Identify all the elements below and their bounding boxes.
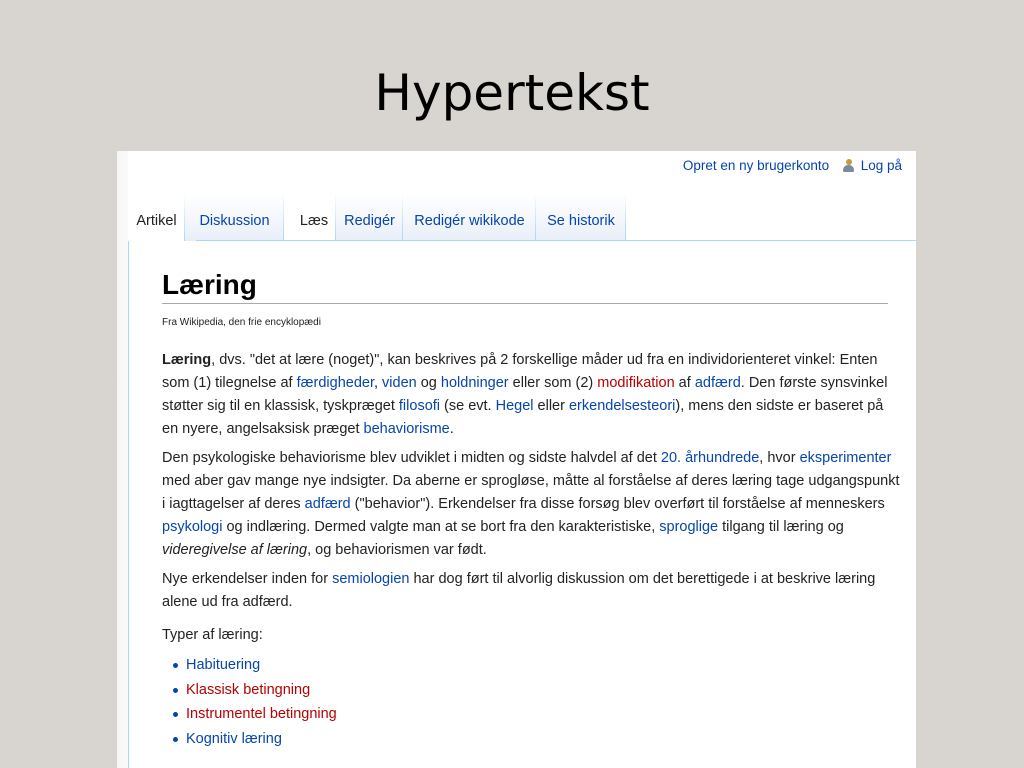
link-hegel[interactable]: Hegel — [495, 398, 534, 414]
link-modifikation[interactable]: modifikation — [597, 375, 675, 391]
site-tagline: Fra Wikipedia, den frie encyklopædi — [162, 317, 321, 328]
wikipedia-screenshot — [117, 151, 916, 768]
link-filosofi[interactable]: filosofi — [398, 398, 441, 414]
slide-title: Hypertekst — [374, 64, 650, 122]
tab-edit[interactable]: Redigér — [336, 193, 403, 241]
link-habituering[interactable]: Habituering — [186, 657, 261, 673]
login-link[interactable]: Log på — [860, 158, 902, 173]
list-item[interactable] — [172, 678, 337, 703]
paragraph-intro: Læring, dvs. "det at lære (noget)", kan beskrives på 2 forskellige måder ud fra en individorienteret vinkel: Enten som (1) tilegnelse af færdigheder, viden og holdninger eller som (2) modifikation af adfærd. Den første synsvinkel støtter sig til en klassisk, tyskpræget filosofi (se evt. Hegel eller erkendelsesteori), mens den sidste er baseret på en nyere, angelsaksisk præget behaviorisme. — [162, 352, 888, 437]
link-behaviorisme[interactable]: behaviorisme — [363, 421, 450, 437]
link-adfaerd[interactable]: adfærd — [694, 375, 741, 391]
list-item[interactable] — [172, 702, 337, 727]
link-sproglige[interactable]: sproglige — [659, 519, 719, 535]
article-content — [128, 241, 916, 768]
paragraph-semiology: Nye erkendelser inden for semiologien har dog ført til alvorlig diskussion om det berettigede i at beskrive læring alene ud fra adfærd. — [162, 571, 876, 610]
link-psykologi[interactable]: psykologi — [162, 519, 223, 535]
paragraph-behaviorism: Den psykologiske behaviorisme blev udviklet i midten og sidste halvdel af det 20. århundrede, hvor eksperimenter med aber gav mange nye indsigter. Da aberne er sprogløse, måtte al forståelse af deres læring tage udgangspunkt i iagttagelser af deres adfærd ("behavior"). Erkendelser fra disse forsøg blev overført til forståelse af menneskers psykologi og indlæring. Dermed valgte man at se bort fra den karakteristiske, sproglige tilgang til læring og videregivelse af læring, og behaviorismen var født. — [162, 450, 900, 558]
link-20-aarhundrede[interactable]: 20. århundrede — [660, 450, 760, 466]
tab-article[interactable]: Artikel — [128, 193, 185, 241]
link-instrumentel-betingning[interactable]: Instrumentel betingning — [186, 706, 337, 722]
tab-read[interactable]: Læs — [292, 193, 336, 241]
page-tabs — [128, 193, 916, 241]
left-gutter — [117, 151, 128, 768]
link-faerdigheder[interactable]: færdigheder — [296, 375, 374, 391]
create-account-link[interactable]: Opret en ny brugerkonto — [682, 158, 830, 173]
link-viden[interactable]: viden — [382, 375, 417, 391]
link-holdninger[interactable]: holdninger — [440, 375, 509, 391]
user-icon — [843, 159, 854, 172]
tab-discussion[interactable]: Diskussion — [185, 193, 284, 241]
link-kognitiv-laering[interactable]: Kognitiv læring — [186, 730, 282, 747]
list-item[interactable] — [172, 727, 337, 752]
link-semiologien[interactable]: semiologien — [332, 571, 410, 587]
link-klassisk-betingning[interactable]: Klassisk betingning — [186, 681, 311, 698]
types-list — [172, 653, 337, 751]
tab-history[interactable]: Se historik — [536, 193, 626, 241]
list-item[interactable] — [172, 653, 337, 678]
link-eksperimenter[interactable]: eksperimenter — [799, 450, 892, 466]
page-title: Læring — [162, 269, 888, 304]
link-adfaerd-2[interactable]: adfærd — [304, 496, 351, 512]
types-heading: Typer af læring: — [162, 627, 263, 643]
tab-edit-source[interactable]: Redigér wikikode — [403, 193, 536, 241]
user-links — [683, 158, 902, 173]
link-erkendelsesteori[interactable]: erkendelsesteori — [568, 398, 676, 414]
